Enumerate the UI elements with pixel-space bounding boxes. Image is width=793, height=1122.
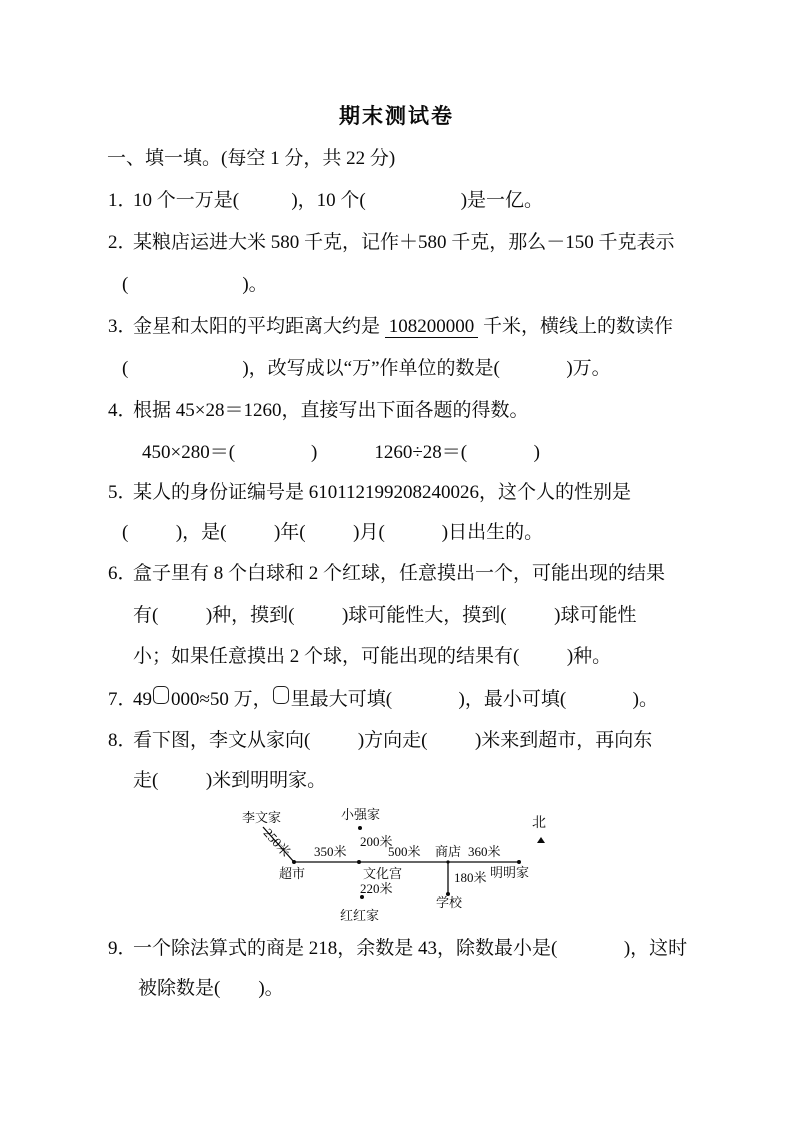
question-4-text: 根据 45×28＝1260，直接写出下面各题的得数。 [133,400,529,421]
digit-box-icon [153,686,169,704]
question-2-number: 2． [108,232,137,253]
question-9-line-1 [108,937,687,961]
question-8-line-1 [108,729,652,753]
diagram-label-xiaoqiang-home: 小强家 [341,807,381,822]
question-6-line-3: 小；如果任意摸出 2 个球，可能出现的结果有( )种。 [133,646,612,667]
route-diagram [230,806,570,928]
question-7-text-b: 000≈50 万， [171,689,272,710]
question-9-number: 9． [108,938,137,959]
diagram-label-north: 北 [532,816,546,831]
page-title: 期末测试卷 [339,105,454,128]
question-1-line-1 [108,189,543,213]
question-2-line-2: ( )。 [122,274,268,295]
question-5-line-2: ( )，是( )年( )月( )日出生的。 [122,522,544,543]
diagram-distance-180m: 180米 [454,870,487,885]
question-7-number: 7． [108,689,137,710]
question-6-number: 6． [108,563,137,584]
diagram-distance-500m: 500米 [388,844,421,859]
question-6-line-2: 有( )种，摸到( )球可能性大，摸到( )球可能性 [133,605,637,626]
question-5-line-1 [108,481,631,505]
question-2-line-1 [108,231,675,255]
question-8-line-2: 走( )米到明明家。 [133,770,327,791]
digit-box-icon [273,686,289,704]
question-3-text-before: 金星和太阳的平均距离大约是 [133,316,385,337]
question-5-text: 某人的身份证编号是 610112199208240026，这个人的性别是 [133,482,632,503]
question-8-text: 看下图，李文从家向( )方向走( )米来到超市，再向东 [133,730,653,751]
question-5-number: 5． [108,482,137,503]
question-1-number: 1． [108,190,137,211]
question-4-line-1 [108,399,528,423]
diagram-label-supermarket: 超市 [279,866,306,881]
question-7-line-1 [108,686,658,712]
section-header: 一、填一填。(每空 1 分，共 22 分) [107,148,396,169]
question-6-line-1 [108,562,665,586]
north-arrow-icon [537,837,545,843]
question-3-line-1 [108,315,673,339]
question-9-text: 一个除法算式的商是 218，余数是 43，除数最小是( )，这时 [133,938,688,959]
question-6-text: 盒子里有 8 个白球和 2 个红球，任意摸出一个，可能出现的结果 [133,563,666,584]
question-4-number: 4． [108,400,137,421]
diagram-label-culture-palace: 文化宫 [363,866,403,881]
question-3-line-2: ( )，改写成以“万”作单位的数是( )万。 [122,358,611,379]
question-7-text-c: 里最大可填( )，最小可填( )。 [290,689,658,710]
diagram-label-school: 学校 [436,895,463,910]
diagram-distance-200m: 200米 [360,834,393,849]
question-1-text: 10 个一万是( )，10 个( )是一亿。 [133,190,544,211]
diagram-distance-350m: 350米 [314,844,347,859]
question-7-text-a: 49 [133,689,152,710]
diagram-label-shop: 商店 [435,844,462,859]
question-8-number: 8． [108,730,137,751]
diagram-distance-220m: 220米 [360,881,393,896]
diagram-distance-250m: 250米 [260,825,294,860]
diagram-label-liwen-home: 李文家 [242,810,282,825]
question-3-text-after: 千米，横线上的数读作 [478,316,674,337]
diagram-label-honghong-home: 红红家 [340,908,380,923]
underlined-number: 108200000 [385,316,479,338]
question-9-line-2: 被除数是( )。 [138,978,284,999]
question-4-line-2: 450×280＝( ) 1260÷28＝( ) [142,442,540,463]
question-2-text: 某粮店运进大米 580 千克，记作＋580 千克，那么－150 千克表示 [133,232,675,253]
diagram-label-mingming-home: 明明家 [490,865,530,880]
question-3-number: 3． [108,316,137,337]
diagram-distance-360m: 360米 [468,844,501,859]
